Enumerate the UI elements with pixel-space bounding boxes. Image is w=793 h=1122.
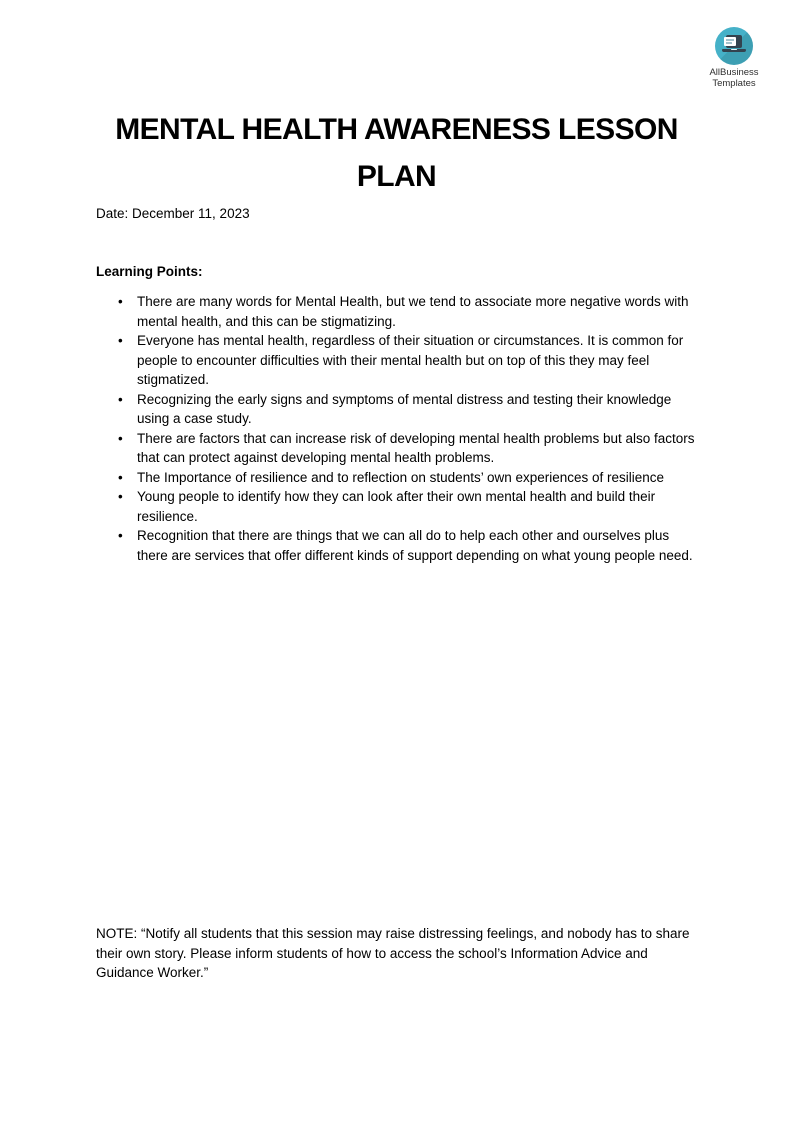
logo-brand-line2: Templates	[712, 77, 756, 89]
note-paragraph: NOTE: “Notify all students that this session may raise distressing feelings, and nobody has to share their own story. Please inform students of how to access the school’s Information Advice and Guidance Worker.”	[96, 926, 690, 980]
allbusiness-templates-logo	[693, 27, 775, 89]
logo-brand-line1: AllBusiness	[709, 67, 759, 78]
page-title	[96, 106, 697, 200]
logo-circle	[715, 27, 753, 65]
date-line: Date: December 11, 2023	[96, 206, 250, 221]
learning-points-list	[96, 292, 697, 565]
learning-point-item: • There are many words for Mental Health, but we tend to associate more negative words with mental health, and this can be stigmatizing.	[96, 292, 697, 331]
learning-points-heading: Learning Points:	[96, 264, 203, 279]
learning-point-item: • Young people to identify how they can look after their own mental health and build their resilience.	[96, 487, 697, 526]
learning-point-item: • The Importance of resilience and to reflection on students’ own experiences of resilience	[96, 468, 697, 488]
learning-point-item: • Recognizing the early signs and symptoms of mental distress and testing their knowledge using a case study.	[96, 390, 697, 429]
learning-point-item: • There are factors that can increase risk of developing mental health problems but also factors that can protect against developing mental health problems.	[96, 429, 697, 468]
page-title-line2: PLAN	[356, 160, 437, 193]
learning-point-item: • Everyone has mental health, regardless of their situation or circumstances. It is common for people to encounter difficulties with their mental health but on top of this they may feel stigmatized.	[96, 331, 697, 390]
laptop-icon	[722, 35, 746, 57]
learning-point-item: • Recognition that there are things that we can all do to help each other and ourselves plus there are services that offer different kinds of support depending on what young people need.	[96, 526, 697, 565]
page-title-line1: MENTAL HEALTH AWARENESS LESSON	[115, 113, 678, 146]
